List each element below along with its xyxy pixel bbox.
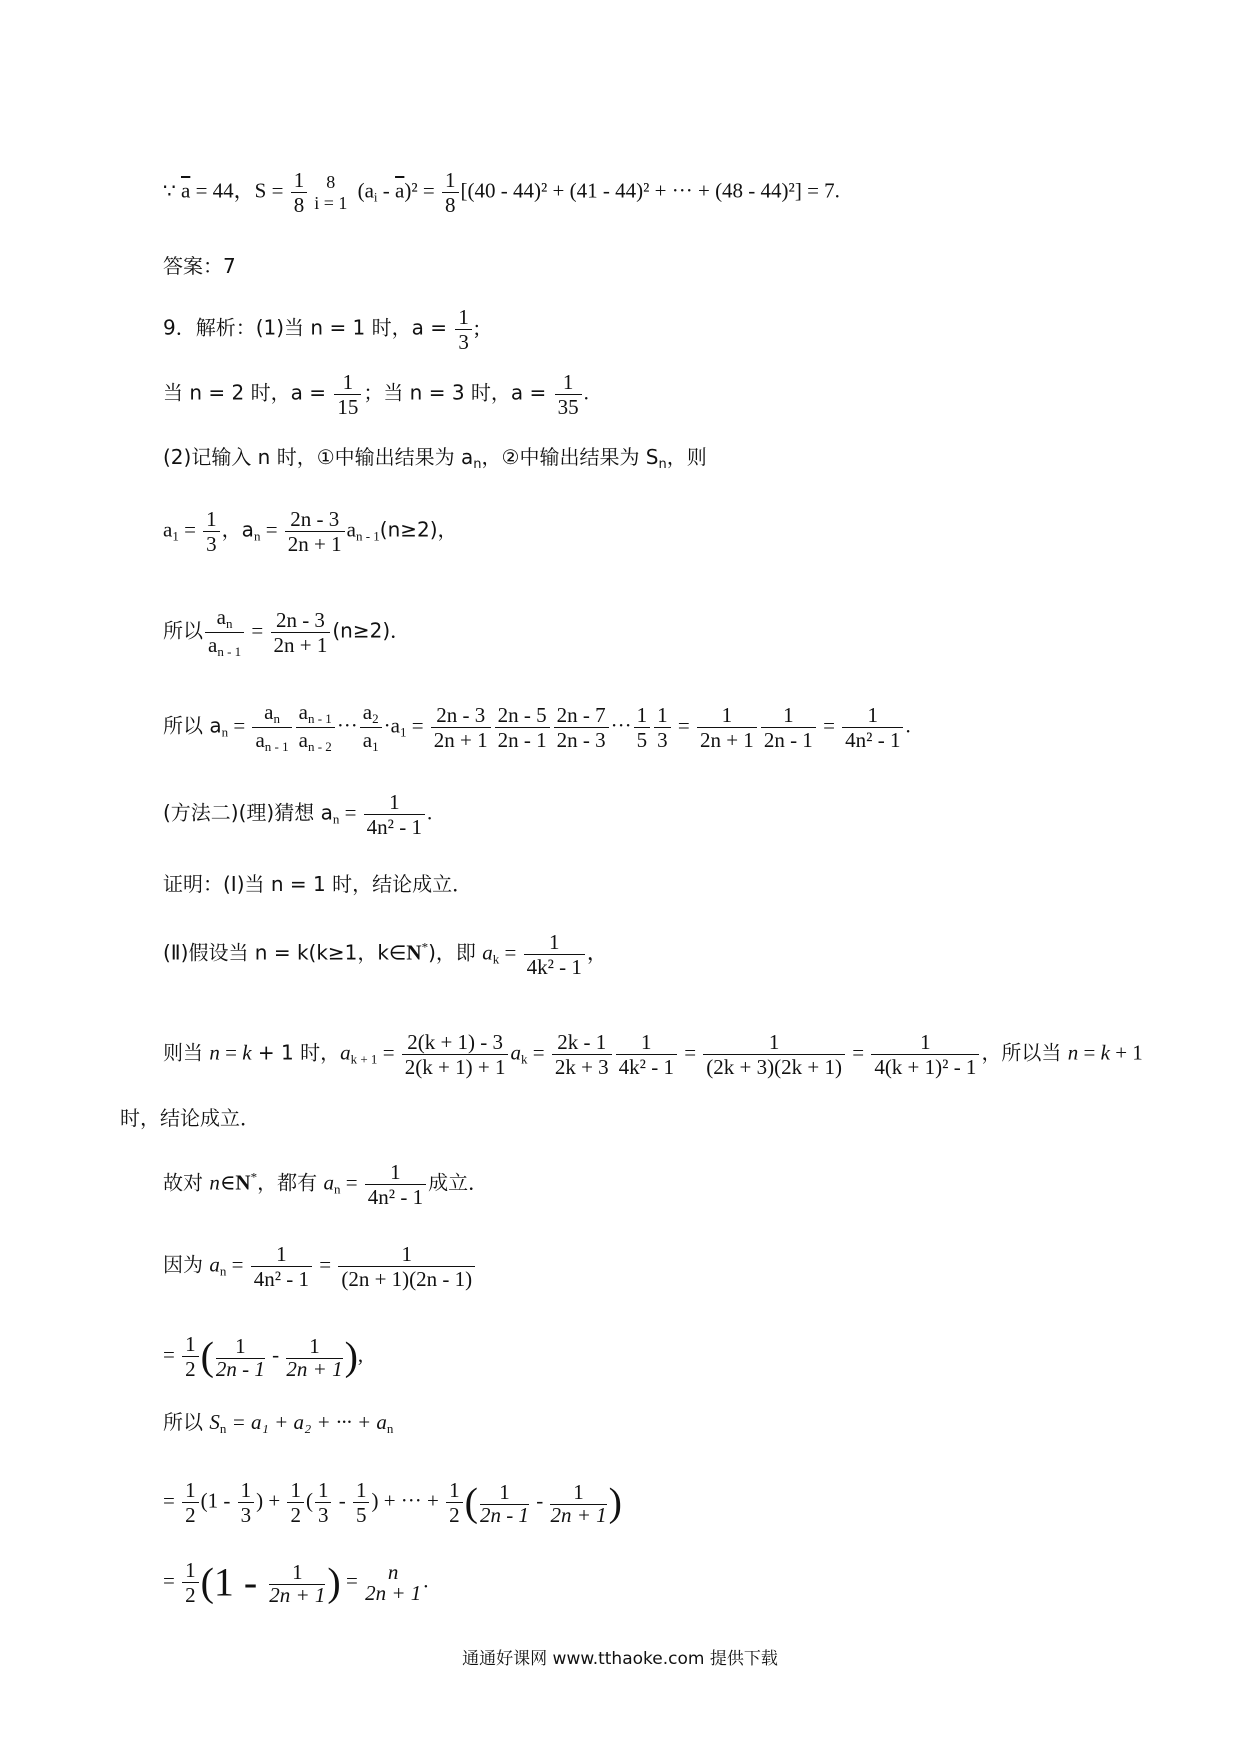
fraction: [205, 605, 244, 660]
text: =: [219, 1040, 243, 1065]
text: =: [406, 713, 429, 738]
fraction: [287, 1478, 304, 1527]
partial-fraction-line: [163, 1332, 363, 1381]
sub: i: [373, 189, 378, 205]
text: = 44，S =: [190, 178, 289, 203]
sum-top: 8: [326, 171, 336, 192]
sup: *: [250, 1169, 258, 1185]
text: 则当: [163, 1040, 210, 1065]
sub: n: [219, 1263, 227, 1279]
sub: n - 2: [307, 738, 332, 754]
method2-line: [163, 790, 432, 839]
text: (方法二)(理)猜想 a: [163, 800, 333, 825]
den: 4n² - 1: [367, 1185, 424, 1210]
text: 所以: [163, 618, 203, 643]
num: 2n - 5: [495, 703, 550, 728]
den: 2n - 1: [763, 727, 813, 752]
num: 1: [871, 1030, 979, 1055]
text: =: [499, 940, 522, 965]
text: a: [323, 1170, 334, 1195]
naturals-symbol: N: [406, 940, 422, 965]
fraction: [552, 1030, 612, 1079]
num: 2k - 1: [552, 1030, 612, 1055]
text: ···: [610, 713, 632, 738]
fraction: [555, 370, 582, 419]
den: 5: [636, 727, 648, 752]
text: n: [209, 1170, 220, 1195]
text: a: [340, 1040, 351, 1065]
den: [296, 728, 335, 755]
fraction: [353, 1478, 370, 1527]
den: 3: [458, 330, 469, 355]
text: =: [846, 1040, 870, 1065]
fraction: [550, 1480, 606, 1526]
n23-line: [163, 370, 589, 419]
num: 1: [182, 1478, 199, 1503]
text: a: [216, 605, 226, 629]
fraction: [360, 700, 382, 755]
fraction: [654, 703, 671, 752]
fraction: [480, 1480, 529, 1526]
num: 1: [842, 703, 903, 728]
fraction: [616, 1030, 677, 1079]
proof2-line: [163, 930, 608, 979]
num: 1: [364, 790, 425, 815]
num: [360, 700, 382, 728]
telescoping-line: [163, 1478, 622, 1527]
fraction: [252, 700, 291, 755]
text: =: [228, 713, 251, 738]
num: 1: [616, 1030, 677, 1055]
fraction: [296, 700, 335, 755]
text: ): [344, 1333, 358, 1379]
den: 4k² - 1: [618, 1055, 674, 1080]
den: 2n - 1: [497, 727, 547, 752]
den: 2n + 1: [550, 1502, 607, 1527]
text: =: [163, 1568, 181, 1593]
den: 15: [337, 395, 359, 420]
ratio-line: [163, 605, 410, 660]
text: ): [256, 1488, 264, 1513]
q9-line: [163, 305, 480, 354]
num: 1: [286, 1334, 342, 1359]
fraction: [495, 703, 550, 752]
fraction: [251, 1242, 312, 1291]
den: 2k + 3: [554, 1055, 609, 1080]
sub: n: [219, 1421, 227, 1436]
sub: n: [332, 811, 340, 827]
text: 所以 a: [163, 713, 222, 738]
text: )，即: [428, 940, 483, 965]
text: 9．解析：(1)当 n = 1 时，a =: [163, 315, 454, 340]
den: [205, 633, 244, 660]
text: =: [340, 1568, 364, 1593]
fraction: [216, 1334, 265, 1380]
answer-line: [163, 256, 236, 276]
text: =: [163, 1342, 181, 1367]
mean-a: $\overline{a}$: [180, 178, 191, 203]
text: a: [482, 940, 493, 965]
num: 1: [287, 1478, 304, 1503]
num: 1: [442, 168, 459, 193]
num: 1: [697, 703, 757, 728]
fraction: [338, 1242, 475, 1291]
num: 1: [654, 703, 671, 728]
num: 1: [365, 1160, 426, 1185]
sub: 2: [372, 711, 379, 726]
text: (1 -: [200, 1488, 236, 1513]
text: 故对: [163, 1170, 210, 1195]
den: 2n + 1: [699, 727, 754, 752]
part2-line: [163, 447, 707, 471]
text: k: [242, 1040, 252, 1065]
sub: n - 1: [264, 738, 289, 754]
fraction: [334, 370, 361, 419]
sub: k: [520, 1051, 528, 1067]
text: k: [1100, 1040, 1110, 1065]
num: 1: [338, 1242, 475, 1267]
text: ): [608, 1479, 622, 1525]
sub: n: [386, 1421, 394, 1436]
num: 2n - 3: [285, 507, 345, 532]
text: a: [362, 700, 373, 724]
text: =: [678, 1040, 702, 1065]
text: .: [583, 380, 589, 405]
text: ，: [586, 940, 608, 965]
fraction: [365, 1160, 426, 1209]
fraction: [315, 1478, 332, 1527]
final-line: [163, 1558, 429, 1607]
sub: k + 1: [350, 1051, 378, 1067]
fraction: [365, 1559, 422, 1605]
sub: 1: [372, 738, 379, 754]
fraction: [524, 930, 585, 979]
text: ，所以当: [981, 1040, 1068, 1065]
conclusion-line: [163, 1160, 488, 1209]
sum-limits: [311, 172, 350, 213]
den: 8: [445, 193, 456, 218]
num: [252, 700, 291, 728]
text: (1 -: [200, 1559, 268, 1605]
fraction: [634, 703, 651, 752]
num: 1: [216, 1334, 265, 1359]
fraction: [842, 703, 903, 752]
fraction: [871, 1030, 979, 1079]
den: 35: [557, 395, 579, 420]
text: a: [510, 1040, 521, 1065]
fraction: [431, 703, 491, 752]
den: 2n - 3: [556, 727, 606, 752]
den: 8: [293, 193, 305, 218]
num: 2n - 3: [271, 608, 331, 633]
den: 4n² - 1: [845, 727, 901, 752]
text: 所以: [163, 1410, 210, 1434]
sub: n: [658, 457, 667, 472]
text: (Ⅱ)假设当 n = k(k≥1，k∈: [163, 940, 407, 965]
sub: n - 1: [355, 528, 380, 544]
den: 3: [240, 1503, 252, 1528]
den: 2n + 1: [287, 532, 342, 557]
num: [296, 700, 335, 728]
text: (n≥2)．: [332, 618, 411, 643]
fraction: [182, 1558, 199, 1607]
text: 时，结论成立．: [120, 1106, 260, 1130]
den: [252, 728, 291, 755]
naturals-symbol: N: [235, 1170, 251, 1195]
den: 2: [185, 1357, 196, 1382]
text: =: [1078, 1040, 1101, 1065]
sup: *: [421, 939, 429, 955]
text: 成立．: [428, 1170, 489, 1195]
fraction: [182, 1332, 199, 1381]
den: 4n² - 1: [366, 815, 422, 840]
fraction: [271, 608, 331, 657]
sub: 1: [172, 528, 179, 544]
text: a: [209, 1252, 220, 1277]
text: S: [209, 1410, 220, 1434]
text: .: [426, 800, 433, 825]
den: 2(k + 1) + 1: [404, 1055, 506, 1080]
num: 1: [315, 1478, 332, 1503]
fraction: [455, 305, 472, 354]
text: ···: [336, 713, 358, 738]
text: 因为: [163, 1252, 210, 1277]
den: 2n - 1: [215, 1356, 265, 1381]
text: a: [255, 727, 265, 752]
text: a: [208, 632, 218, 657]
num: 1: [446, 1478, 463, 1503]
num: 1: [203, 507, 220, 532]
text: ，a: [221, 517, 254, 542]
num: 1: [555, 370, 582, 395]
fraction: [269, 1560, 325, 1606]
mean-a: $\overline{a}$: [395, 178, 405, 203]
den: 2: [449, 1503, 460, 1528]
sub: n: [273, 711, 280, 726]
den: [360, 728, 382, 755]
text: (: [200, 1333, 214, 1379]
text: ；当 n = 3 时，a =: [363, 380, 553, 405]
num: 1: [634, 703, 651, 728]
den: 2n - 1: [479, 1502, 529, 1527]
sub: n: [226, 616, 233, 631]
num: 2n - 7: [554, 703, 609, 728]
text: n: [1067, 1040, 1079, 1065]
text: a: [362, 727, 373, 752]
text: (a: [352, 178, 374, 203]
sub: n: [253, 528, 261, 544]
text: ): [371, 1488, 379, 1513]
fraction: [446, 1478, 463, 1527]
den: 4k² - 1: [526, 955, 582, 980]
text: =: [246, 618, 269, 643]
den: 3: [317, 1503, 329, 1528]
text: + 1: [1109, 1040, 1143, 1065]
text: =: [340, 1170, 363, 1195]
num: 1: [455, 305, 472, 330]
text: ，则: [666, 445, 707, 469]
text: -: [377, 178, 396, 203]
fraction: [697, 703, 757, 752]
text: =: [260, 517, 283, 542]
text: =: [314, 1252, 337, 1277]
den: 2n + 1: [433, 727, 488, 752]
num: 1: [550, 1480, 606, 1505]
text: -: [266, 1342, 285, 1367]
num: [205, 605, 244, 633]
num: 1: [761, 703, 816, 728]
line-variance: [163, 168, 840, 217]
text: =: [672, 713, 695, 738]
fraction: [238, 1478, 255, 1527]
num: 1: [353, 1478, 370, 1503]
num: 1: [182, 1558, 199, 1583]
num: n: [387, 1559, 399, 1584]
den: (2k + 3)(2k + 1): [706, 1055, 842, 1080]
text: =: [817, 713, 841, 738]
proof1-line: [163, 874, 472, 894]
num: 1: [291, 168, 308, 193]
text: + ··· +: [378, 1488, 445, 1513]
text: -: [530, 1488, 549, 1513]
text: =: [178, 517, 202, 542]
num: 2n - 3: [431, 703, 491, 728]
step-continuation: [120, 1108, 260, 1128]
fraction: [761, 703, 816, 752]
den: 2n + 1: [365, 1580, 422, 1605]
text: =: [377, 1040, 400, 1065]
text: n: [209, 1040, 220, 1065]
text: ，都有: [257, 1170, 324, 1195]
text: 证明：(Ⅰ)当 n = 1 时，结论成立．: [163, 872, 473, 896]
text: .: [905, 713, 911, 738]
text: .: [423, 1568, 429, 1593]
text: (: [305, 1488, 313, 1513]
product-line: [163, 700, 911, 755]
text: (n≥2)，: [379, 517, 458, 542]
text: ∈: [219, 1170, 236, 1195]
den: 2n + 1: [273, 632, 328, 657]
den: 2: [185, 1503, 196, 1528]
num: 1: [238, 1478, 255, 1503]
text: )² =: [404, 178, 441, 203]
num: 1: [703, 1030, 845, 1055]
den: (2n + 1)(2n - 1): [341, 1267, 473, 1292]
fraction: [286, 1334, 342, 1380]
text: -: [333, 1488, 351, 1513]
sub: n: [473, 457, 482, 472]
text: =: [163, 1488, 181, 1513]
sum-line: [163, 1412, 393, 1435]
text: [(40 - 44)² + (41 - 44)² + ··· + (48 - 44)²] = 7.: [460, 178, 840, 203]
fraction: [285, 507, 345, 556]
text: ;: [473, 315, 480, 340]
num: 1: [524, 930, 585, 955]
text: =: [527, 1040, 550, 1065]
fraction: [402, 1030, 509, 1079]
fraction: [554, 703, 609, 752]
den: 3: [657, 727, 668, 752]
text: a: [264, 700, 274, 724]
fraction: [442, 168, 459, 217]
text: (2)记输入 n 时，①中输出结果为 a: [163, 445, 474, 469]
text: ): [327, 1559, 341, 1605]
text: ,: [357, 1342, 364, 1367]
induction-step-line: [163, 1030, 1143, 1079]
fraction: [182, 1478, 199, 1527]
text: ，②中输出结果为 S: [481, 445, 659, 469]
den: 2n + 1: [286, 1356, 343, 1381]
because-line: [163, 1242, 477, 1291]
text: a: [298, 700, 308, 724]
num: 1: [251, 1242, 312, 1267]
sub: n: [221, 724, 229, 740]
den: 2: [290, 1503, 301, 1528]
text: a: [298, 727, 308, 752]
den: 2: [185, 1583, 196, 1608]
because-symbol: ∵: [163, 178, 176, 203]
answer-text: 答案：7: [163, 254, 236, 278]
text: =: [226, 1252, 249, 1277]
text: 当 n = 2 时，a =: [163, 380, 333, 405]
den: 2n + 1: [269, 1582, 326, 1607]
sum-bottom: i = 1: [314, 192, 348, 213]
den: 3: [206, 532, 217, 557]
sub: n: [333, 1181, 341, 1197]
num: 1: [182, 1332, 199, 1357]
text: +: [263, 1488, 286, 1513]
text: ·a: [383, 713, 400, 738]
fraction: [291, 168, 308, 217]
sub: 1: [399, 724, 407, 740]
text: + 1 时，: [251, 1040, 341, 1065]
text: a: [346, 517, 356, 542]
sub: k: [492, 951, 500, 967]
den: 5: [355, 1503, 367, 1528]
num: 1: [269, 1560, 325, 1585]
den: 4(k + 1)² - 1: [874, 1055, 977, 1080]
fraction: [203, 507, 220, 556]
den: 4n² - 1: [253, 1267, 309, 1292]
fraction: [703, 1030, 845, 1079]
text: a: [163, 517, 173, 542]
sub: n - 1: [217, 643, 242, 659]
num: 1: [334, 370, 361, 395]
recurrence-line: [163, 507, 458, 556]
num: 1: [480, 1480, 529, 1505]
text: = a₁ + a₂ + ··· + a: [226, 1410, 387, 1434]
text: (: [464, 1479, 478, 1525]
sub: n - 1: [307, 711, 332, 726]
num: 2(k + 1) - 3: [402, 1030, 509, 1055]
text: =: [339, 800, 362, 825]
page-footer: 通通好课网 www.tthaoke.com 提供下载: [462, 1649, 778, 1669]
fraction: [364, 790, 425, 839]
